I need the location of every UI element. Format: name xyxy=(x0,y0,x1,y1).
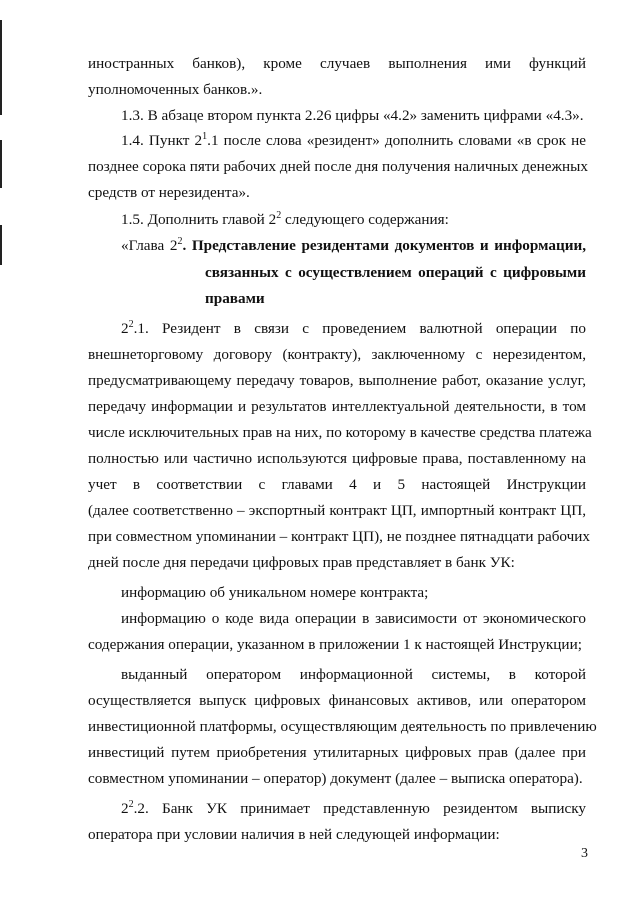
text-line: дней после дня передачи цифровых прав представляет в банк УК: xyxy=(88,554,515,571)
text-line: 1.5. Дополнить главой $2^2$ следующего содержания: xyxy=(121,210,449,228)
text-line: содержания операции, указанном в приложении 1 к настоящей Инструкции; xyxy=(88,636,582,653)
text-line: выданный оператором информационной системы, в которой xyxy=(121,666,586,683)
text-line: совместном упоминании – оператор) документ (далее – выписка оператора). xyxy=(88,770,583,787)
text-line: 1.4. Пункт $2^1.1$ после слова «резидент» дополнить словами «в срок не xyxy=(121,131,586,149)
page-number: 3 xyxy=(581,846,588,861)
chapter-heading: правами xyxy=(205,290,265,307)
scan-edge-mark xyxy=(0,225,2,265)
text-line: $2^2.2$. Банк УК принимает представленную резидентом выписку xyxy=(121,799,586,817)
text-line: инвестиционной платформы, осуществляющим деятельность по привлечению xyxy=(88,718,597,735)
text-line: учет в соответствии с главами 4 и 5 настоящей Инструкции xyxy=(88,476,586,493)
chapter-heading: «Глава $2^2$. Представление резидентами документов и информации, xyxy=(121,236,586,254)
text-line: (далее соответственно – экспортный контракт ЦП, импортный контракт ЦП, xyxy=(88,502,586,519)
text-line: позднее сорока пяти рабочих дней после дня получения наличных денежных xyxy=(88,158,588,175)
text-line: передачу информации и результатов интеллектуальной деятельности, в том xyxy=(88,398,586,415)
text-line: предусматривающему передачу товаров, выполнение работ, оказание услуг, xyxy=(88,372,586,389)
text-line: средств от нерезидента». xyxy=(88,184,250,201)
scan-edge-mark xyxy=(0,140,2,188)
text-line: полностью или частично используются цифровые права, поставленному на xyxy=(88,450,586,467)
text-line: 1.3. В абзаце втором пункта 2.26 цифры «4.2» заменить цифрами «4.3». xyxy=(121,107,584,124)
scan-edge-mark xyxy=(0,20,2,115)
text-line: при совместном упоминании – контракт ЦП), не позднее пятнадцати рабочих xyxy=(88,528,590,545)
text-line: информацию о коде вида операции в зависимости от экономического xyxy=(121,610,586,627)
text-line: числе исключительных прав на них, по которому в качестве средства платежа xyxy=(88,424,592,441)
text-line: уполномоченных банков.». xyxy=(88,81,263,98)
text-line: инвестиций путем приобретения утилитарных цифровых прав (далее при xyxy=(88,744,586,761)
text-line: иностранных банков), кроме случаев выполнения ими функций xyxy=(88,55,586,72)
text-line: оператора при условии наличия в ней следующей информации: xyxy=(88,826,500,843)
chapter-heading: связанных с осуществлением операций с цифровыми xyxy=(205,264,586,281)
text-line: осуществляется выпуск цифровых финансовых активов, или оператором xyxy=(88,692,586,709)
text-line: информацию об уникальном номере контракта; xyxy=(121,584,429,601)
text-line: $2^2.1$. Резидент в связи с проведением валютной операции по xyxy=(121,319,586,337)
text-line: внешнеторговому договору (контракту), заключенному с нерезидентом, xyxy=(88,346,586,363)
